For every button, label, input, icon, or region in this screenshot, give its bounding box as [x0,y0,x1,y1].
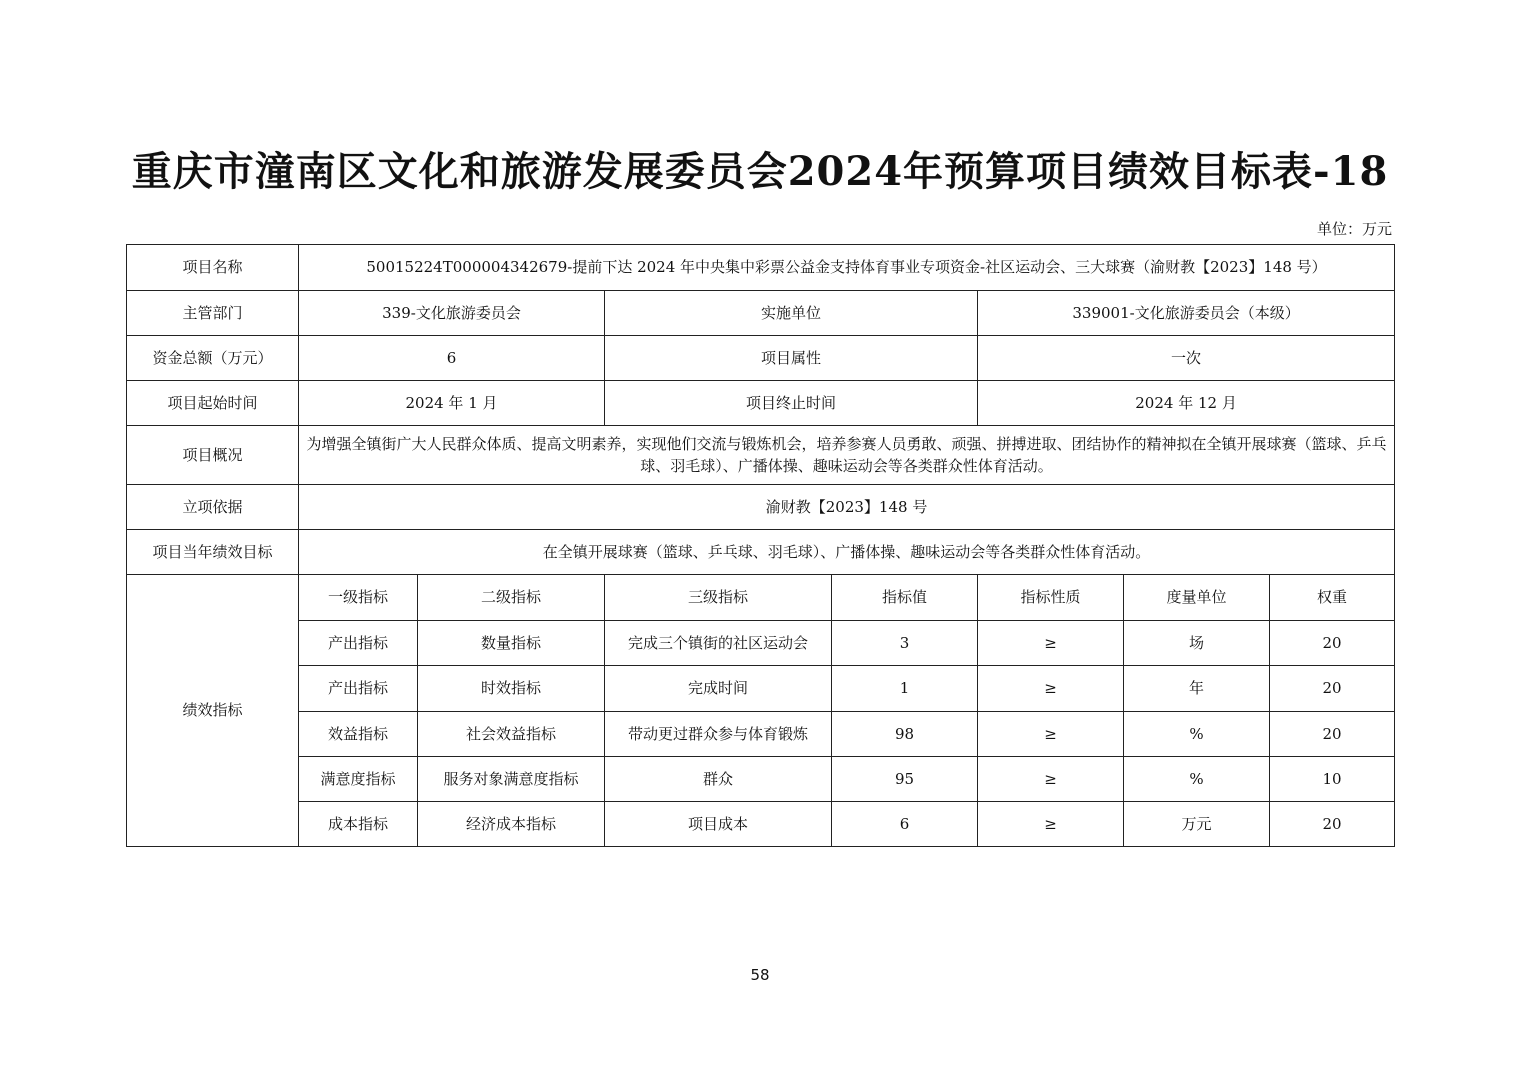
indicator-unit: 年 [1124,666,1270,712]
label-dept: 主管部门 [127,291,299,336]
indicator-level1: 效益指标 [299,712,418,757]
label-end-time: 项目终止时间 [605,381,978,426]
label-project-name: 项目名称 [127,245,299,291]
indicator-weight: 10 [1270,757,1395,802]
indicator-nature: ≥ [978,757,1124,802]
row-basis [127,485,1395,530]
indicator-value: 3 [832,621,978,666]
indicator-unit: 场 [1124,621,1270,666]
header-nature: 指标性质 [978,575,1124,621]
page-number: 58 [750,966,770,984]
value-funds: 6 [299,336,605,381]
label-overview: 项目概况 [127,426,299,485]
indicator-row [127,621,1395,666]
value-goal: 在全镇开展球赛（篮球、乒乓球、羽毛球）、广播体操、趣味运动会等各类群众性体育活动。 [299,530,1395,575]
indicator-weight: 20 [1270,621,1395,666]
indicator-level1: 产出指标 [299,621,418,666]
indicator-level3: 项目成本 [605,802,832,847]
row-overview [127,426,1395,485]
value-impl-unit: 339001-文化旅游委员会（本级） [978,291,1395,336]
value-overview: 为增强全镇街广大人民群众体质、提高文明素养，实现他们交流与锻炼机会，培养参赛人员勇敢、顽强、拼搏进取、团结协作的精神拟在全镇开展球赛（篮球、乒乓球、羽毛球）、广播体操、趣味运动会等各类群众性体育活动。 [299,426,1395,485]
indicator-level2: 数量指标 [418,621,605,666]
indicator-weight: 20 [1270,712,1395,757]
value-dept: 339-文化旅游委员会 [299,291,605,336]
document-title: 重庆市潼南区文化和旅游发展委员会2024年预算项目绩效目标表-18 [131,148,1389,195]
indicator-level3: 群众 [605,757,832,802]
value-attribute: 一次 [978,336,1395,381]
value-project-name: 50015224T000004342679-提前下达 2024 年中央集中彩票公益金支持体育事业专项资金-社区运动会、三大球赛（渝财教【2023】148 号） [299,245,1395,291]
row-goal [127,530,1395,575]
header-level2: 二级指标 [418,575,605,621]
label-impl-unit: 实施单位 [605,291,978,336]
header-value: 指标值 [832,575,978,621]
indicator-nature: ≥ [978,802,1124,847]
indicator-value: 1 [832,666,978,712]
indicator-unit: % [1124,757,1270,802]
label-funds: 资金总额（万元） [127,336,299,381]
indicator-level2: 经济成本指标 [418,802,605,847]
label-start-time: 项目起始时间 [127,381,299,426]
indicator-level1: 产出指标 [299,666,418,712]
label-goal: 项目当年绩效目标 [127,530,299,575]
indicator-level2: 服务对象满意度指标 [418,757,605,802]
unit-note: 单位：万元 [1316,220,1392,238]
indicator-weight: 20 [1270,802,1395,847]
indicator-value: 98 [832,712,978,757]
indicator-row [127,802,1395,847]
label-basis: 立项依据 [127,485,299,530]
indicator-level1: 成本指标 [299,802,418,847]
row-project-name [127,245,1395,291]
indicator-row [127,712,1395,757]
indicator-level3: 完成时间 [605,666,832,712]
row-time [127,381,1395,426]
indicator-nature: ≥ [978,621,1124,666]
value-start-time: 2024 年 1 月 [299,381,605,426]
value-end-time: 2024 年 12 月 [978,381,1395,426]
indicator-nature: ≥ [978,666,1124,712]
value-basis: 渝财教【2023】148 号 [299,485,1395,530]
indicator-level3: 完成三个镇街的社区运动会 [605,621,832,666]
indicator-unit: % [1124,712,1270,757]
indicator-nature: ≥ [978,712,1124,757]
indicator-level1: 满意度指标 [299,757,418,802]
indicator-unit: 万元 [1124,802,1270,847]
header-level1: 一级指标 [299,575,418,621]
indicator-row [127,757,1395,802]
indicator-row [127,666,1395,712]
row-dept [127,291,1395,336]
indicator-level2: 时效指标 [418,666,605,712]
indicator-value: 6 [832,802,978,847]
label-indicators: 绩效指标 [127,575,299,847]
performance-table [126,244,1395,847]
header-level3: 三级指标 [605,575,832,621]
indicator-value: 95 [832,757,978,802]
indicator-weight: 20 [1270,666,1395,712]
header-unit: 度量单位 [1124,575,1270,621]
indicator-header-row [127,575,1395,621]
header-weight: 权重 [1270,575,1395,621]
indicator-level2: 社会效益指标 [418,712,605,757]
indicator-level3: 带动更过群众参与体育锻炼 [605,712,832,757]
row-funds [127,336,1395,381]
label-attribute: 项目属性 [605,336,978,381]
